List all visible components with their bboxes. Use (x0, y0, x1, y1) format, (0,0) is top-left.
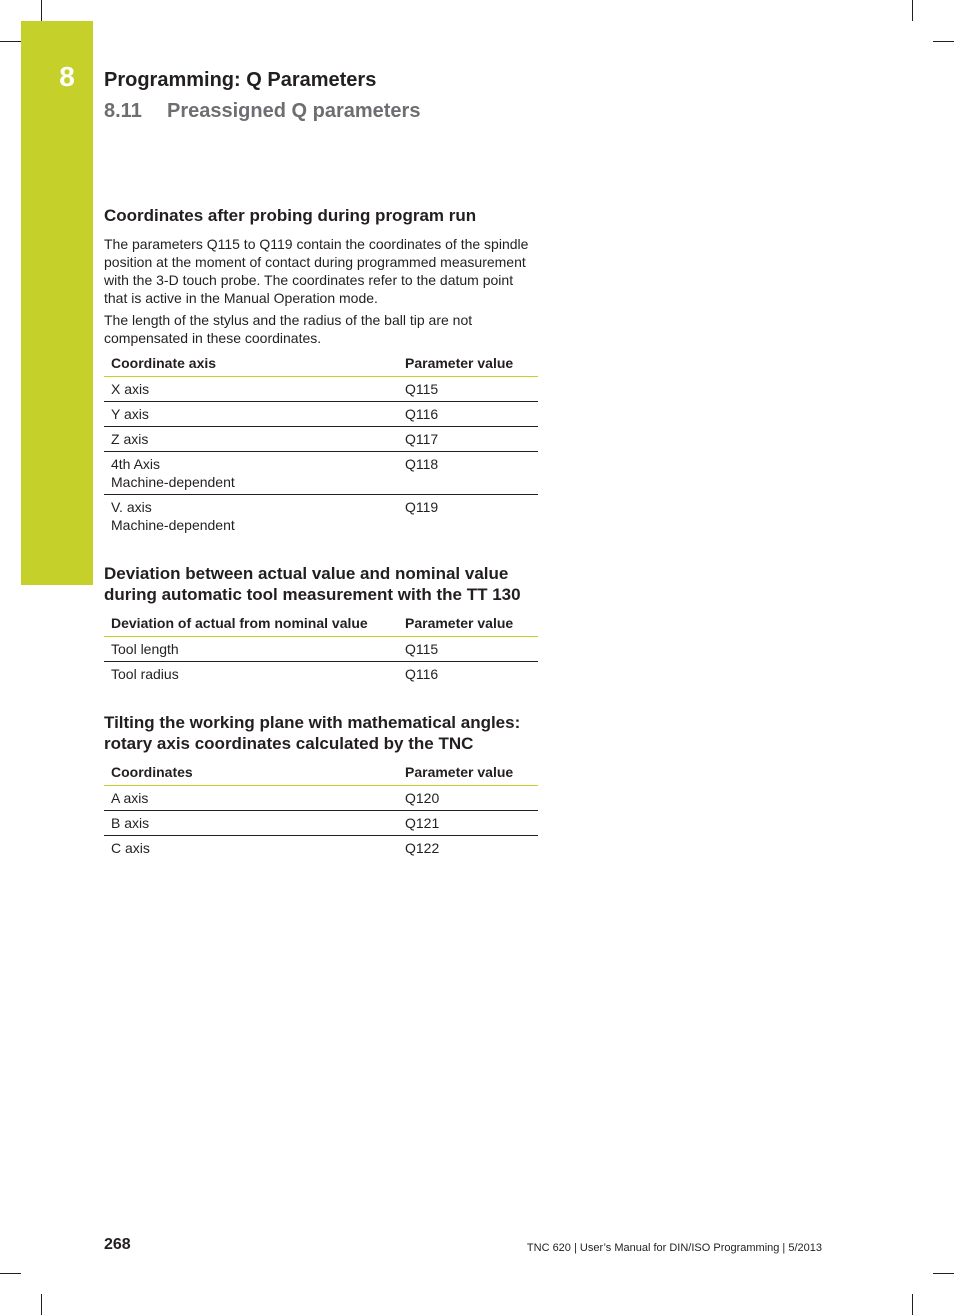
section-number: 8.11 (104, 100, 142, 122)
table-cell: Q122 (405, 840, 440, 856)
table-cell: A axis (104, 786, 398, 811)
crop-mark (41, 0, 42, 21)
table-header-row (104, 351, 538, 377)
table-row (104, 836, 538, 861)
chapter-tab (21, 21, 93, 585)
chapter-number: 8 (59, 61, 75, 92)
table-cell: Z axis (104, 427, 398, 452)
table-cell: C axis (111, 840, 150, 856)
table-cell: Q116 (398, 402, 538, 427)
crop-mark (41, 1294, 42, 1315)
table-cell: Tool radius (111, 666, 179, 682)
table-row (104, 811, 538, 836)
table-header: Parameter value (398, 611, 538, 637)
table-header: Deviation of actual from nominal value (104, 611, 398, 637)
table-row (104, 662, 538, 687)
table-row (104, 377, 538, 402)
crop-mark (912, 1294, 913, 1315)
paragraph: The parameters Q115 to Q119 contain the coordinates of the spindle position at the moment of contact during programmed measurement with the 3-D touch probe. The coordinates refer to the datum point that is active in the Manual Operation mode. (104, 236, 529, 306)
table-row (104, 637, 538, 662)
table-header: Parameter value (398, 351, 538, 377)
data-table (104, 611, 538, 686)
section-heading: Tilting the working plane with mathematical angles: rotary axis coordinates calculated by the TNC (104, 713, 521, 753)
section-title-text: Preassigned Q parameters (167, 100, 421, 122)
chapter-title: Programming: Q Parameters (104, 69, 377, 91)
table-cell: Q115 (398, 637, 538, 662)
footer-text: TNC 620 | User’s Manual for DIN/ISO Programming | 5/2013 (526, 1242, 822, 1254)
table-cell: Q121 (398, 811, 538, 836)
table-cell: Q117 (398, 427, 538, 452)
table-cell: Q116 (405, 666, 439, 682)
table-header: Coordinate axis (104, 351, 398, 377)
table-header-row (104, 611, 538, 637)
table-row (104, 402, 538, 427)
table-cell: Q115 (398, 377, 538, 402)
table-cell: Q118 (398, 452, 538, 495)
paragraph: The length of the stylus and the radius of the ball tip are not compensated in these coordinates. (104, 312, 473, 346)
table-row (104, 427, 538, 452)
table-cell: Q119 (405, 499, 439, 515)
table-header-row (104, 760, 538, 786)
table-cell: Tool length (104, 637, 398, 662)
table-row (104, 495, 538, 538)
crop-mark (933, 41, 954, 42)
crop-mark (912, 0, 913, 21)
table-cell: 4th Axis Machine-dependent (104, 452, 398, 495)
crop-mark (933, 1273, 954, 1274)
table-row (104, 786, 538, 811)
table-header: Coordinates (104, 760, 398, 786)
data-table (104, 760, 538, 860)
table-row (104, 452, 538, 495)
page-number: 268 (104, 1236, 131, 1253)
table-cell: Q120 (398, 786, 538, 811)
section-heading: Coordinates after probing during program run (104, 206, 477, 225)
crop-mark (0, 1273, 21, 1274)
section-heading: Deviation between actual value and nominal value during automatic tool measurement with the TT 130 (104, 564, 521, 604)
data-table (104, 351, 538, 537)
crop-mark (0, 41, 21, 42)
table-header: Parameter value (398, 760, 538, 786)
table-cell: Y axis (104, 402, 398, 427)
section-title (104, 99, 420, 123)
table-cell: X axis (104, 377, 398, 402)
table-cell: B axis (104, 811, 398, 836)
page-content (104, 205, 540, 860)
table-cell: V. axis Machine-dependent (111, 499, 235, 533)
